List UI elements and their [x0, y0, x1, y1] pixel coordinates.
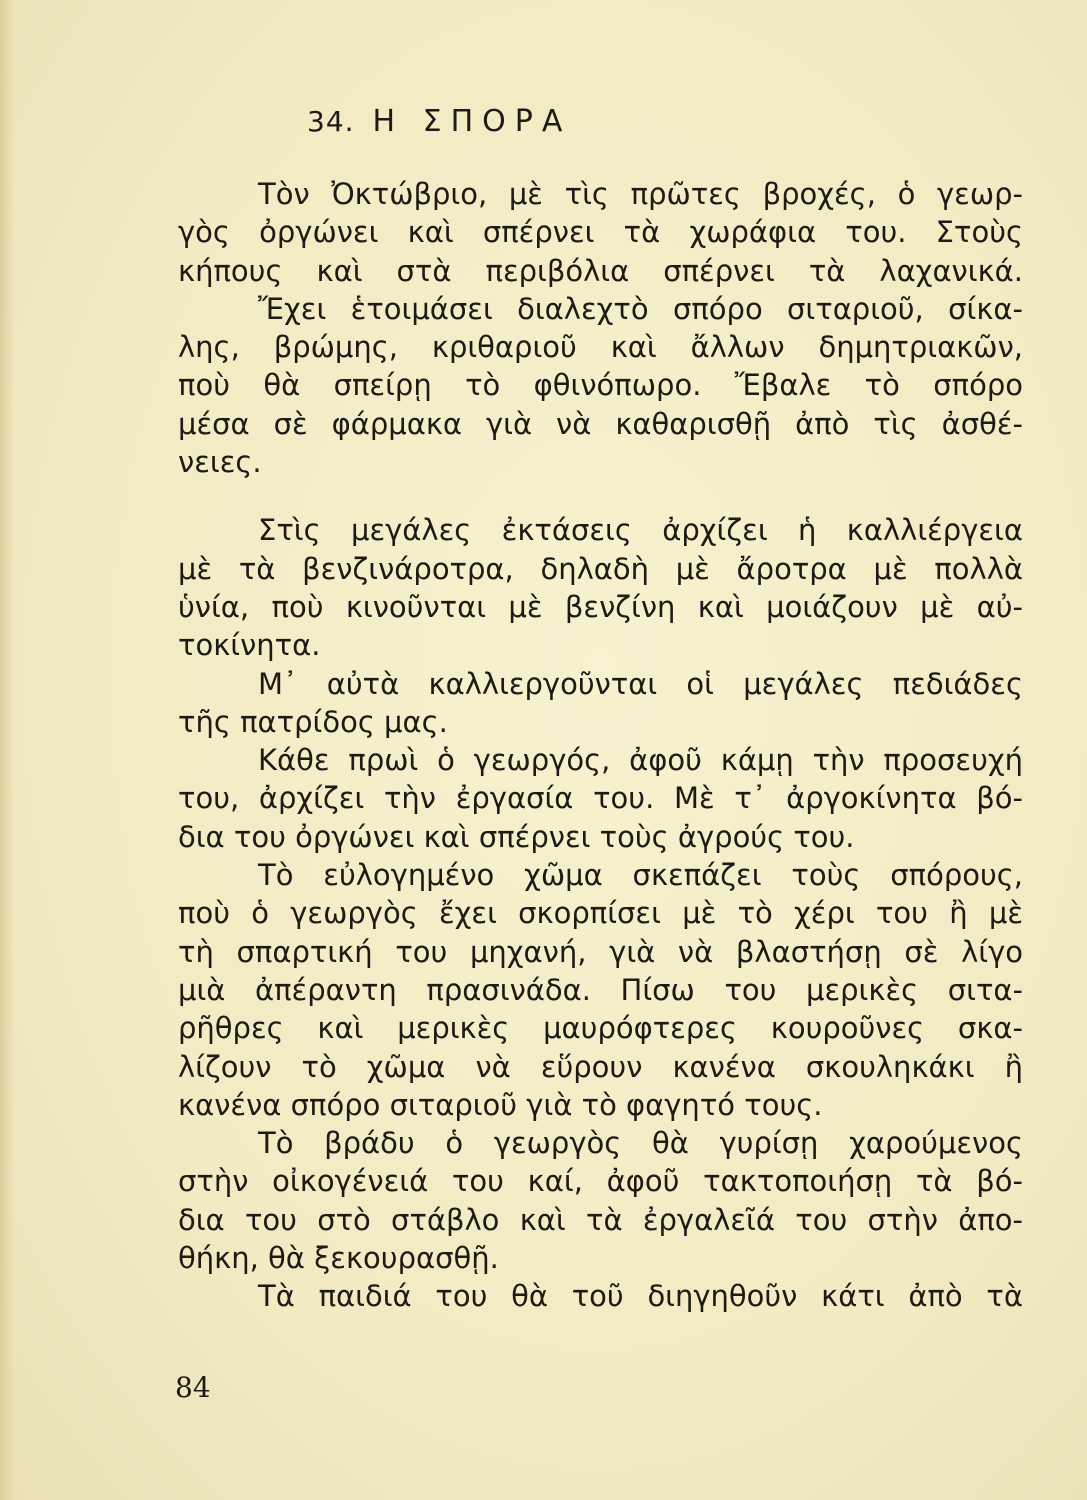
- text-line: δια του στὸ στάβλο καὶ τὰ ἐργαλεῖά του στὴν ἀπο-: [178, 1202, 1023, 1237]
- text-line: ρῆθρες καὶ μερικὲς μαυρόφτερες κουροῦνες σκα-: [178, 1011, 1023, 1046]
- page-number: 84: [175, 1371, 211, 1404]
- text-line: κήπους καὶ στὰ περιβόλια σπέρνει τὰ λαχανικά.: [178, 253, 1023, 288]
- paragraph: [178, 511, 1023, 664]
- text-line: νειες.: [178, 445, 262, 480]
- paragraph: [178, 290, 1023, 481]
- text-line: ὑνία, ποὺ κινοῦνται μὲ βενζίνη καὶ μοιάζουν μὲ αὐ-: [178, 589, 1023, 624]
- text-line: του, ἀρχίζει τὴν ἐργασία του. Μὲ τ᾿ ἀργοκίνητα βό-: [178, 781, 1023, 816]
- page-edge-shadow: [0, 0, 14, 1500]
- text-line: μιὰ ἀπέραντη πρασινάδα. Πίσω του μερικὲς σιτα-: [178, 972, 1023, 1007]
- body-text: [178, 175, 1023, 1316]
- paragraph: [178, 856, 1023, 1124]
- text-line: τοκίνητα.: [178, 628, 321, 663]
- text-line: Τὸ εὐλογημένο χῶμα σκεπάζει τοὺς σπόρους,: [258, 858, 1023, 893]
- text-line: Ἔχει ἑτοιμάσει διαλεχτὸ σπόρο σιταριοῦ, σίκα-: [258, 291, 1023, 326]
- paragraph: [178, 741, 1023, 856]
- text-line: τῆς πατρίδος μας.: [178, 704, 448, 739]
- text-line: Κάθε πρωὶ ὁ γεωργός, ἀφοῦ κάμῃ τὴν προσευχή: [258, 743, 1023, 778]
- text-line: μὲ τὰ βενζινάροτρα, δηλαδὴ μὲ ἄροτρα μὲ πολλὰ: [178, 551, 1023, 586]
- text-line: ποὺ ὁ γεωργὸς ἔχει σκορπίσει μὲ τὸ χέρι του ἢ μὲ: [178, 896, 1023, 931]
- chapter-heading: [307, 104, 571, 139]
- text-line: δια του ὀργώνει καὶ σπέρνει τοὺς ἀγρούς του.: [178, 819, 855, 854]
- chapter-number: 34.: [307, 105, 355, 138]
- paragraph-gap: [178, 481, 1023, 511]
- text-line: κανένα σπόρο σιταριοῦ γιὰ τὸ φαγητό τους.: [178, 1087, 823, 1122]
- text-line: θήκη, θὰ ξεκουρασθῇ.: [178, 1241, 499, 1276]
- text-line: Στὶς μεγάλες ἐκτάσεις ἀρχίζει ἡ καλλιέργεια: [258, 513, 1023, 548]
- paragraph: [178, 665, 1023, 742]
- paragraph: [178, 1277, 1023, 1315]
- text-line: λίζουν τὸ χῶμα νὰ εὕρουν κανένα σκουληκάκι ἢ: [178, 1049, 1023, 1084]
- text-line: ποὺ θὰ σπείρῃ τὸ φθινόπωρο. Ἔβαλε τὸ σπόρο: [178, 368, 1023, 403]
- text-line: γὸς ὀργώνει καὶ σπέρνει τὰ χωράφια του. Στοὺς: [178, 215, 1023, 250]
- text-line: στὴν οἰκογένειά του καί, ἀφοῦ τακτοποιήσῃ τὰ βό-: [178, 1164, 1023, 1199]
- text-line: Μ᾿ αὐτὰ καλλιεργοῦνται οἱ μεγάλες πεδιάδες: [258, 666, 1023, 701]
- chapter-title: Η ΣΠΟΡΑ: [372, 104, 572, 139]
- paragraph: [178, 1124, 1023, 1277]
- text-line: λης, βρώμης, κριθαριοῦ καὶ ἄλλων δημητριακῶν,: [178, 330, 1023, 365]
- text-line: μέσα σὲ φάρμακα γιὰ νὰ καθαρισθῇ ἀπὸ τὶς ἀσθέ-: [178, 406, 1023, 441]
- text-line: Τὰ παιδιά του θὰ τοῦ διηγηθοῦν κάτι ἀπὸ τὰ: [258, 1279, 1023, 1314]
- text-line: Τὸν Ὀκτώβριο, μὲ τὶς πρῶτες βροχές, ὁ γεωρ-: [258, 177, 1023, 211]
- paragraph: [178, 175, 1023, 290]
- text-line: τὴ σπαρτική του μηχανή, γιὰ νὰ βλαστήσῃ σὲ λίγο: [178, 934, 1023, 969]
- text-line: Τὸ βράδυ ὁ γεωργὸς θὰ γυρίσῃ χαρούμενος: [258, 1126, 1023, 1161]
